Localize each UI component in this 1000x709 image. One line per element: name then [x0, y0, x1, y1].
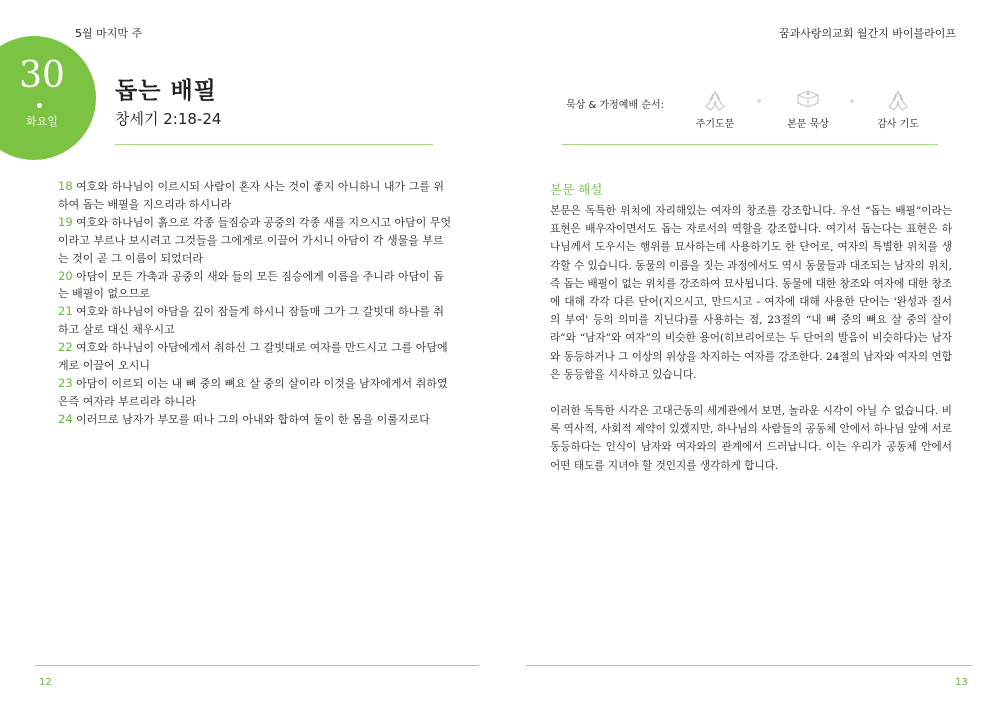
date-day-number: 30 — [19, 55, 65, 96]
verse-text: 아담이 모든 가축과 공중의 새와 들의 모든 짐승에게 이름을 주니라 아담이 돕는 배필이 없으므로 — [58, 269, 445, 301]
verse-number: 18 — [58, 179, 73, 193]
verse-text: 아담이 이르되 이는 내 뼈 중의 뼈요 살 중의 살이라 이것을 남자에게서 취하였은즉 여자라 부르리라 하니라 — [58, 376, 448, 408]
open-bible-icon — [795, 88, 821, 112]
scripture-passage — [58, 178, 452, 429]
worship-step-thanks-prayer — [858, 88, 938, 130]
praying-hands-icon — [885, 88, 911, 112]
date-dot — [37, 103, 42, 108]
verse-number: 23 — [58, 375, 73, 390]
commentary-paragraph: 본문은 독특한 위치에 자리해있는 여자의 창조를 강조합니다. 우선 “돕는 배필”이라는 표현은 배우자이면서도 돕는 자로서의 역할을 강조합니다. 여기서 돕는다는 표현은 하나님께서 도우시는 행위를 묘사하는데 사용하기도 한 단어로, 여자의 특별한 위치를 생각할 수 있습니다. 동물의 이름을 짓는 과정에서도 역시 동물들과 대조되는 남자의 위치, 즉 돕는 배필이 없는 위치를 강조하여 묘사됩니다. 동물에 대한 창조와 여자에 대한 창조에 대해 각각 다른 단어(지으시고, 만드시고 - 여자에 대해 사용한 단어는 '완성과 질서의 부여' 등의 의미를 지닌다)를 사용하는 점, 23절의 “내 뼈 중의 뼈요 살 중의 살이라”와 “남자”와 여자”의 비슷한 용어(히브리어로는 두 단어의 발음이 비슷하다)는 남자와 동등하거나 그 이상의 위상을 차지하는 여자를 강조한다. 24절의 남자와 여자의 연합은 동등함을 시사하고 있습니다. — [550, 205, 952, 381]
separator-dot — [850, 99, 854, 103]
footer-divider-left — [35, 665, 479, 666]
worship-step-label: 본문 묵상 — [787, 119, 829, 130]
worship-step-label: 주기도문 — [695, 119, 735, 130]
worship-divider — [562, 144, 938, 145]
verse-text: 여호와 하나님이 아담에게서 취하신 그 갈빗대로 여자를 만드시고 그를 아담에게로 이끌어 오시니 — [58, 341, 448, 373]
publication-name: 꿈과사랑의교회 월간지 바이블라이프 — [778, 27, 956, 40]
page-number-right: 13 — [955, 677, 968, 688]
verse — [58, 178, 452, 214]
commentary-paragraph: 이러한 독특한 시각은 고대근동의 세계관에서 보면, 놀라운 시각이 아닐 수 없습니다. 비록 역사적, 사회적 제약이 있겠지만, 하나님의 사람들의 공동체 안에서 하나님 앞에 서로 동등하다는 인식이 남자와 여자와의 관계에서 드러납니다. 이는 우리가 공동체 안에서 어떤 태도를 지녀야 할 것인지를 생각하게 합니다. — [550, 405, 952, 472]
commentary-heading: 본문 해설 — [550, 182, 603, 197]
separator-dot — [757, 99, 761, 103]
verse — [58, 303, 452, 339]
week-label: 5월 마지막 주 — [75, 27, 143, 40]
verse-number: 21 — [58, 304, 73, 319]
date-badge — [0, 36, 96, 160]
verse-text: 여호와 하나님이 아담을 깊이 잠들게 하시니 잠들매 그가 그 갈빗대 하나를 취하고 살로 대신 채우시고 — [58, 305, 445, 337]
verse — [58, 411, 452, 429]
verse — [58, 339, 452, 375]
verse-text: 여호와 하나님이 이르시되 사람이 혼자 사는 것이 좋지 아니하니 내가 그를 위하여 돕는 배필을 지으리라 하시니라 — [58, 180, 445, 211]
worship-step-label: 감사 기도 — [877, 119, 919, 130]
page-number-left: 12 — [39, 677, 52, 688]
verse — [58, 268, 452, 304]
verse-number: 22 — [58, 340, 73, 355]
worship-step-meditation — [768, 88, 848, 130]
verse-text: 여호와 하나님이 흙으로 각종 들짐승과 공중의 각종 새를 지으시고 아담이 무엇이라고 부르나 보시려고 그것들을 그에게로 이끌어 가시니 아담이 각 생물을 부르는 것이 곧 그 이름이 되었더라 — [58, 215, 452, 265]
verse-text: 이러므로 남자가 부모를 떠나 그의 아내와 합하여 둘이 한 몸을 이룰지로다 — [72, 412, 430, 426]
title-divider — [115, 144, 433, 145]
verse-number: 19 — [58, 214, 73, 229]
worship-step-lords-prayer — [675, 88, 755, 130]
commentary-body — [550, 202, 952, 475]
verse-number: 20 — [58, 268, 73, 283]
scripture-reference: 창세기 2:18-24 — [115, 110, 222, 128]
praying-hands-icon — [702, 88, 728, 112]
footer-divider-right — [526, 665, 972, 666]
verse — [58, 375, 452, 411]
verse — [58, 214, 452, 268]
date-weekday: 화요일 — [26, 115, 58, 128]
verse-number: 24 — [58, 411, 73, 426]
page-title: 돕는 배필 — [115, 78, 217, 104]
worship-order-label: 묵상 & 가정예배 순서: — [566, 100, 664, 111]
